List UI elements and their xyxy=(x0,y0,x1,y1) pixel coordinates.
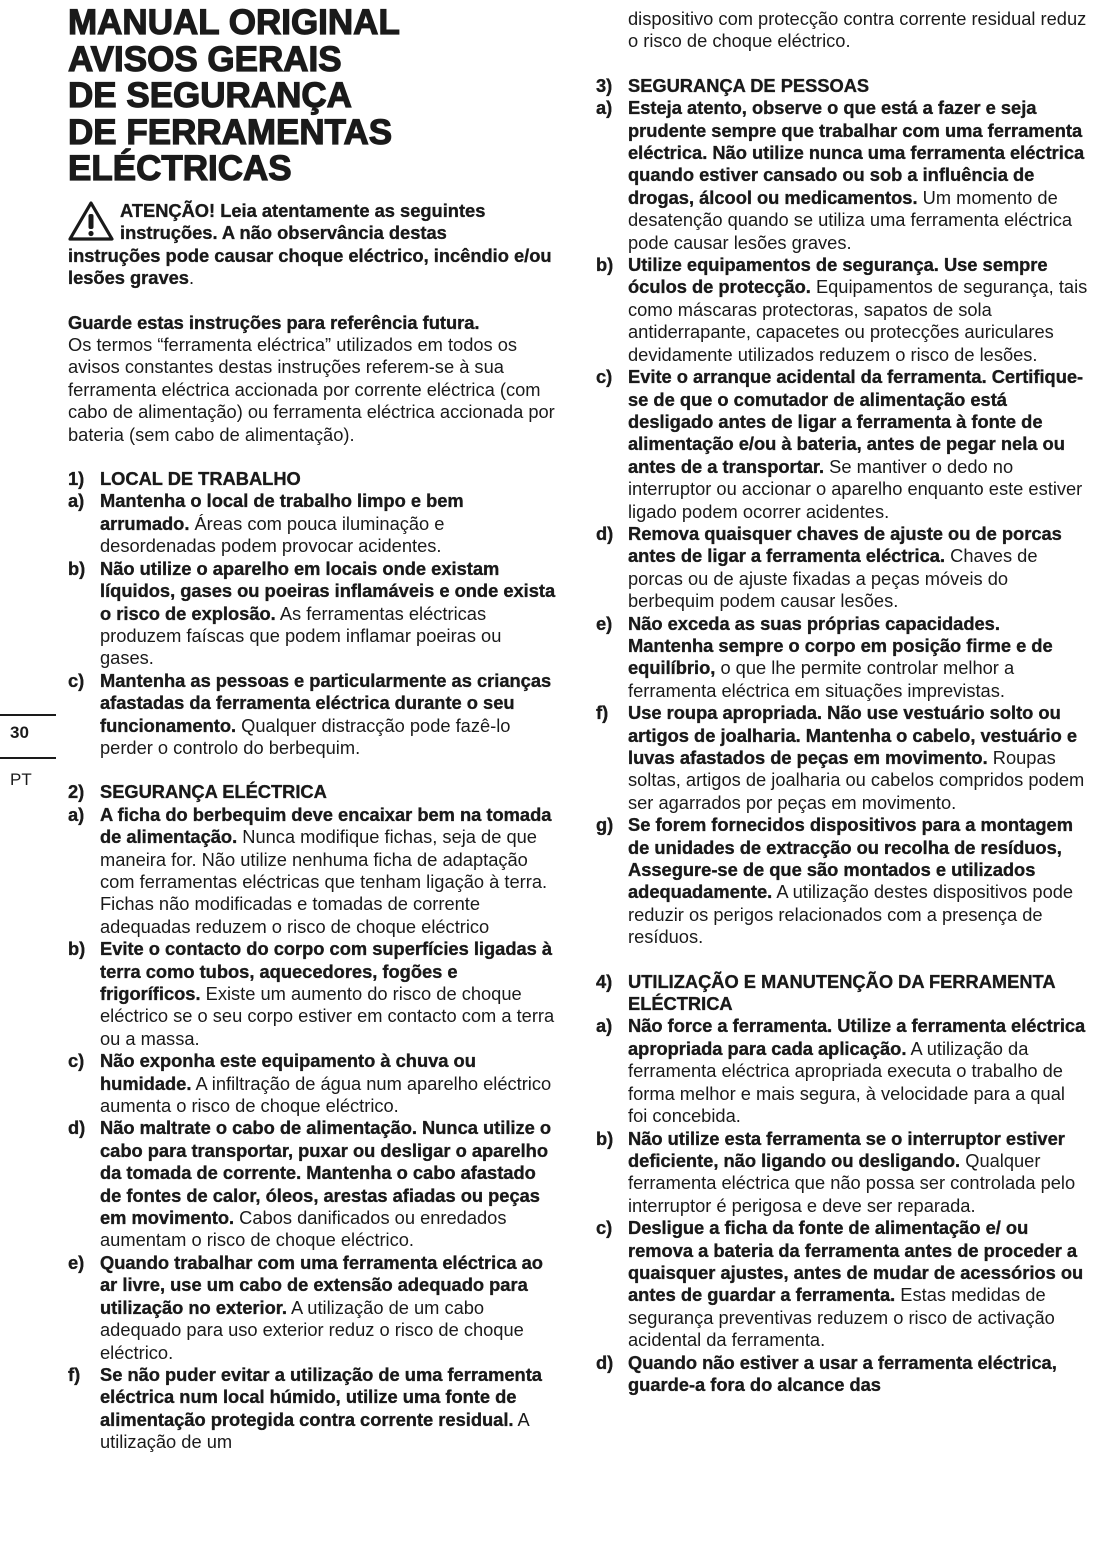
intro-bold: Guarde estas instruções para referência futura. xyxy=(68,311,480,333)
list-item: b) Não utilize esta ferramenta se o interruptor estiver deficiente, não ligando ou desligando. Qualquer ferramenta eléctrica que não possa ser controlada pelo interruptor é perigosa e deve ser reparada. xyxy=(596,1127,1076,1216)
list-item: f) Se não puder evitar a utilização de uma ferramenta eléctrica num local húmido, utilize uma fonte de alimentação protegida contra corrente residual. A utilização de um xyxy=(68,1363,542,1453)
section-heading: 2) SEGURANÇA ELÉCTRICA xyxy=(68,781,327,803)
section-heading: 3) SEGURANÇA DE PESSOAS xyxy=(596,74,870,96)
list-item: a) Mantenha o local de trabalho limpo e bem arrumado. Áreas com pouca iluminação e desordenadas podem provocar acidentes. xyxy=(68,490,464,557)
intro-paragraph xyxy=(68,312,558,446)
section-heading: 4) UTILIZAÇÃO E MANUTENÇÃO DA FERRAMENTA ELÉCTRICA xyxy=(596,970,1055,1015)
list-item: c) Desligue a ficha da fonte de alimentação e/ ou remova a bateria da ferramenta antes de proceder a quaisquer ajustes, antes de mudar de acessórios ou antes de guardar a ferramenta. Estas medidas de segurança preventivas reduzem o risco de activação acidental da ferramenta. xyxy=(596,1217,1084,1351)
warning-rest: instruções pode causar choque eléctrico, incêndio e/ou lesões graves xyxy=(68,244,552,289)
warning-line-1: ATENÇÃO! Leia atentamente as seguintes xyxy=(120,200,486,221)
list-item: d) Não maltrate o cabo de alimentação. Nunca utilize o cabo para transportar, puxar ou desligar o aparelho da tomada de corrente. Mantenha o cabo afastado de fontes de calor, óleos, arestas afiadas ou peças em movimento. Cabos danificados ou enredados aumentam o risco de choque eléctrico. xyxy=(68,1117,552,1251)
continuation-text: dispositivo com protecção contra corrente residual reduz o risco de choque eléctrico. xyxy=(628,8,1087,52)
list-item: g) Se forem fornecidos dispositivos para a montagem de unidades de extracção ou recolha de resíduos, Assegure-se de que são montados e utilizados adequadamente. A utilização destes dispositivos pode reduzir os perigos relacionados com a presença de resíduos. xyxy=(596,814,1074,948)
list-item: d) Quando não estiver a usar a ferramenta eléctrica, guarde-a fora do alcance das xyxy=(596,1351,1057,1395)
list-item: c) Mantenha as pessoas e particularmente as crianças afastadas da ferramenta eléctrica durante o seu funcionamento. Qualquer distracção pode fazê-lo perder o controlo do berbequim. xyxy=(68,669,552,758)
title-line: ELÉCTRICAS xyxy=(68,149,292,188)
page-number: 30 xyxy=(10,723,29,742)
right-column xyxy=(596,8,1088,1396)
warning-triangle-icon xyxy=(68,200,114,242)
list-item: c) Não exponha este equipamento à chuva ou humidade. A infiltração de água num aparelho eléctrico aumenta o risco de choque eléctrico. xyxy=(68,1050,552,1117)
intro-text: Os termos “ferramenta eléctrica” utilizados em todos os avisos constantes destas instruções referem-se à sua ferramenta eléctrica accionada por corrente eléctrica (com cabo de alimentação) ou ferramenta eléctrica accionada por bateria (sem cabo de alimentação). xyxy=(68,334,555,445)
list-item: b) Utilize equipamentos de segurança. Use sempre óculos de protecção. Equipamentos de segurança, tais como máscaras protectoras, sapatos de sola antiderrapante, capacetes ou protecções auriculares devidamente utilizados reduzem o risco de lesões. xyxy=(596,254,1088,365)
list-item: a) A ficha do berbequim deve encaixar bem na tomada de alimentação. Nunca modifique fichas, seja de que maneira for. Não utilize nenhuma ficha de adaptação com ferramentas eléctricas que tenham ligação à terra. Fichas não modificadas e tomadas de corrente adequadas reduzem o risco de choque eléctrico xyxy=(68,803,552,937)
list-item: d) Remova quaisquer chaves de ajuste ou de porcas antes de ligar a ferramenta eléctrica. Chaves de porcas ou de ajuste fixadas a peças móveis do berbequim podem causar lesões. xyxy=(596,522,1062,612)
warning-block xyxy=(68,200,558,290)
list-item: b) Não utilize o aparelho em locais onde existam líquidos, gases ou poeiras inflamáveis e onde exista o risco de explosão. As ferramentas eléctricas produzem faíscas que podem inflamar poeiras ou gases. xyxy=(68,557,556,669)
page-number-rule-top xyxy=(0,714,56,716)
warning-line-2: instruções. A não observância destas xyxy=(120,222,447,244)
list-item: c) Evite o arranque acidental da ferramenta. Certifique-se de que o comutador de alimentação está desligado antes de ligar a ferramenta à fonte de alimentação e/ou à bateria, antes de pegar nela ou antes de a transportar. Se mantiver o dedo no interruptor ou accionar o aparelho enquanto este estiver ligado podem ocorrer acidentes. xyxy=(596,366,1084,522)
list-item: e) Não exceda as suas próprias capacidades. Mantenha sempre o corpo em posição firme e de equilíbrio, o que lhe permite controlar melhor a ferramenta eléctrica em situações imprevistas. xyxy=(596,612,1053,701)
title-line: DE FERRAMENTAS xyxy=(68,112,393,152)
title-line: DE SEGURANÇA xyxy=(68,76,352,115)
left-column xyxy=(68,200,558,1454)
page-number-rule-bottom xyxy=(0,757,56,759)
list-item: e) Quando trabalhar com uma ferramenta eléctrica ao ar livre, use um cabo de extensão adequado para utilização no exterior. A utilização de um cabo adequado para uso exterior reduz o risco de choque eléctrico. xyxy=(68,1251,543,1363)
title-line: MANUAL ORIGINAL xyxy=(68,3,400,42)
list-item: a) Esteja atento, observe o que está a fazer e seja prudente sempre que trabalhar com uma ferramenta eléctrica. Não utilize nunca uma ferramenta eléctrica quando estiver cansado ou sob a influência de drogas, álcool ou medicamentos. Um momento de desatenção quando se utiliza uma ferramenta eléctrica pode causar lesões graves. xyxy=(596,97,1085,253)
section-heading: 1) LOCAL DE TRABALHO xyxy=(68,468,301,490)
title-line: AVISOS GERAIS xyxy=(68,39,342,79)
list-item: a) Não force a ferramenta. Utilize a ferramenta eléctrica apropriada para cada aplicação. A utilização da ferramenta eléctrica apropriada executa o trabalho de forma melhor e mais segura, à velocidade para a qual foi concebida. xyxy=(596,1015,1086,1127)
list-item: b) Evite o contacto do corpo com superfícies ligadas à terra como tubos, aquecedores, fogões e frigoríficos. Existe um aumento do risco de choque eléctrico se o seu corpo estiver em contacto com a terra ou a massa. xyxy=(68,938,555,1049)
warning-rest-end: . xyxy=(188,267,195,289)
language-code: PT xyxy=(10,770,32,789)
page-title xyxy=(68,5,528,188)
list-item: f) Use roupa apropriada. Não use vestuário solto ou artigos de joalharia. Mantenha o cabelo, vestuário e luvas afastados de peças em movimento. Roupas soltas, artigos de joalharia ou cabelos compridos podem ser agarrados por peças em movimento. xyxy=(596,702,1085,813)
